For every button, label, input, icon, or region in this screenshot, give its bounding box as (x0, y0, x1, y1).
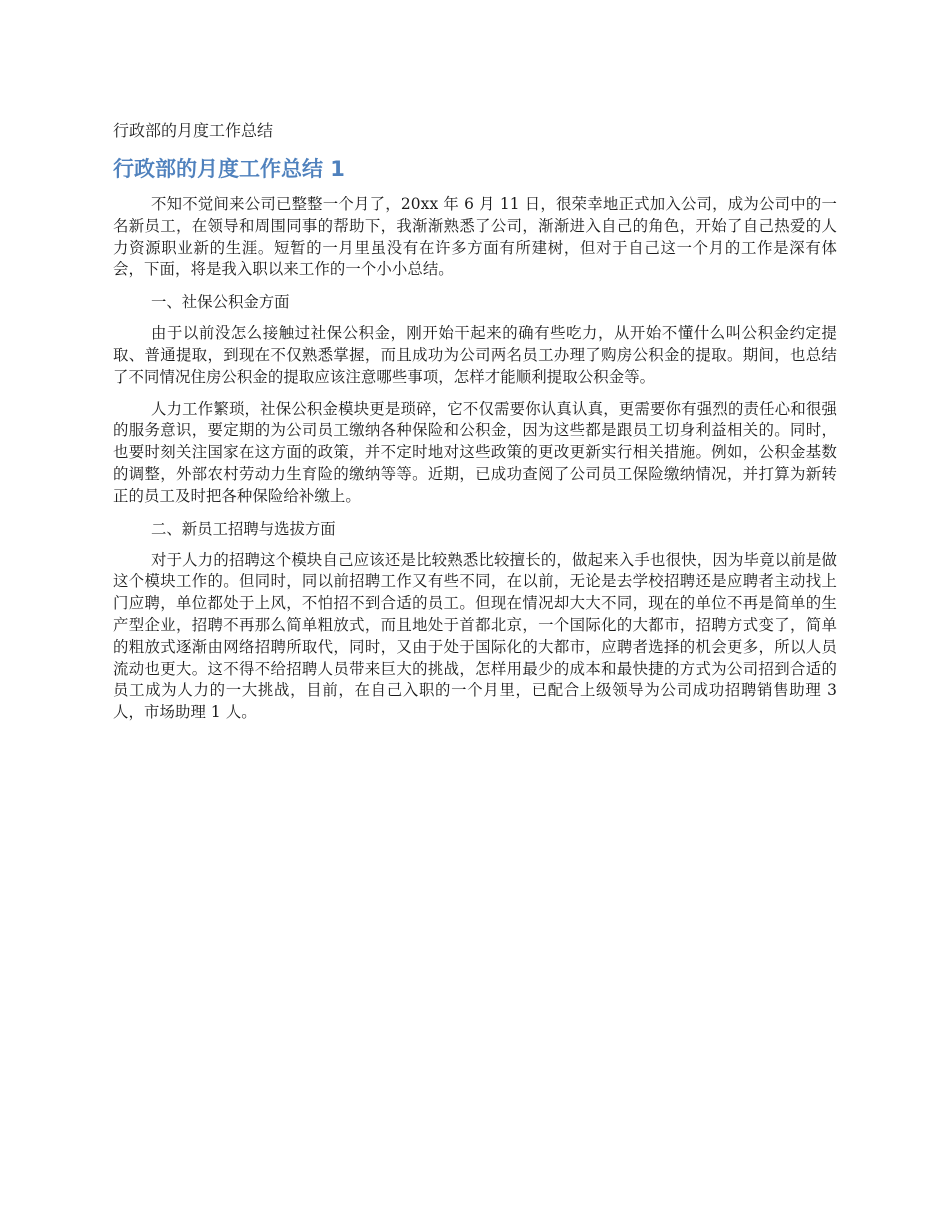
document-page (113, 120, 837, 734)
intro-paragraph: 不知不觉间来公司已整整一个月了，20xx 年 6 月 11 日，很荣幸地正式加入公司，成为公司中的一名新员工，在领导和周围同事的帮助下，我渐渐熟悉了公司，渐渐进入自己的角色，开始了自己热爱的人力资源职业新的生涯。短暂的一月里虽没有在许多方面有所建树，但对于自己这一个月的工作是深有体会，下面，将是我入职以来工作的一个小小总结。 (113, 195, 837, 279)
document-title: 行政部的月度工作总结 (113, 121, 274, 140)
recruitment-paragraph: 对于人力的招聘这个模块自己应该还是比较熟悉比较擅长的，做起来入手也很快，因为毕竟以前是做这个模块工作的。但同时，同以前招聘工作又有些不同，在以前，无论是去学校招聘还是应聘者主动找上门应聘，单位都处于上风，不怕招不到合适的员工。但现在情况却大大不同，现在的单位不再是简单的生产型企业，招聘不再那么简单粗放式，而且地处于首都北京，一个国际化的大都市，招聘方式变了，简单的粗放式逐渐由网络招聘所取代，同时，又由于处于国际化的大都市，应聘者选择的机会更多，所以人员流动也更大。这不得不给招聘人员带来巨大的挑战，怎样用最少的成本和最快捷的方式为公司招到合适的员工成为人力的一大挑战，目前，在自己入职的一个月里，已配合上级领导为公司成功招聘销售助理 3 人，市场助理 1 人。 (113, 550, 837, 722)
social-insurance-paragraph-2: 人力工作繁琐，社保公积金模块更是琐碎，它不仅需要你认真认真，更需要你有强烈的责任心和很强的服务意识，要定期的为公司员工缴纳各种保险和公积金，因为这些都是跟员工切身利益相关的。同时，也要时刻关注国家在这方面的政策，并不定时地对这些政策的更改更新实行相关措施。例如，公积金基数的调整，外部农村劳动力生育险的缴纳等等。近期，已成功查阅了公司员工保险缴纳情况，并打算为新转正的员工及时把各种保险给补缴上。 (113, 399, 837, 505)
section-title-recruitment: 二、新员工招聘与选拔方面 (151, 519, 336, 538)
social-insurance-paragraph-1: 由于以前没怎么接触过社保公积金，刚开始干起来的确有些吃力，从开始不懂什么叫公积金约定提取、普通提取，到现在不仅熟悉掌握，而且成功为公司两名员工办理了购房公积金的提取。期间，也总结了不同情况住房公积金的提取应该注意哪些事项，怎样才能顺利提取公积金等。 (113, 324, 837, 386)
section-heading: 行政部的月度工作总结 1 (113, 157, 345, 181)
section-title-social-insurance: 一、社保公积金方面 (151, 293, 290, 312)
